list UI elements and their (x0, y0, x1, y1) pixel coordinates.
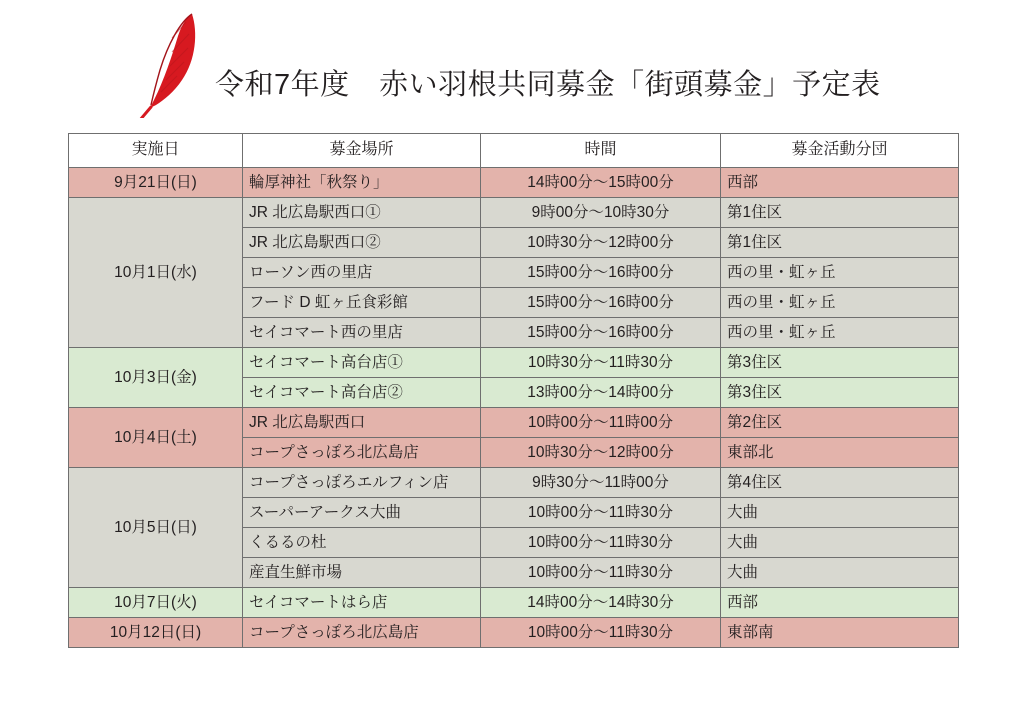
cell-place: くるるの杜 (243, 528, 481, 558)
cell-team: 西の里・虹ヶ丘 (721, 288, 959, 318)
table-row (69, 618, 959, 648)
cell-time: 15時00分〜16時00分 (481, 318, 721, 348)
cell-date: 10月5日(日) (69, 468, 243, 588)
cell-time: 13時00分〜14時00分 (481, 378, 721, 408)
cell-place: 輪厚神社「秋祭り」 (243, 168, 481, 198)
cell-date: 10月3日(金) (69, 348, 243, 408)
column-header-place: 募金場所 (243, 134, 481, 168)
schedule-table-body (69, 168, 959, 648)
column-header-time: 時間 (481, 134, 721, 168)
cell-place: セイコマート高台店① (243, 348, 481, 378)
table-row (69, 468, 959, 498)
cell-team: 大曲 (721, 528, 959, 558)
cell-time: 9時00分〜10時30分 (481, 198, 721, 228)
red-feather-icon (120, 8, 230, 118)
cell-place: JR 北広島駅西口① (243, 198, 481, 228)
cell-place: JR 北広島駅西口② (243, 228, 481, 258)
column-header-date: 実施日 (69, 134, 243, 168)
cell-place: スーパーアークス大曲 (243, 498, 481, 528)
cell-date: 10月4日(土) (69, 408, 243, 468)
cell-time: 10時00分〜11時00分 (481, 408, 721, 438)
table-row (69, 198, 959, 228)
cell-time: 9時30分〜11時00分 (481, 468, 721, 498)
cell-time: 15時00分〜16時00分 (481, 258, 721, 288)
cell-time: 10時00分〜11時30分 (481, 558, 721, 588)
cell-team: 西部 (721, 168, 959, 198)
cell-team: 西部 (721, 588, 959, 618)
cell-place: セイコマートはら店 (243, 588, 481, 618)
cell-time: 14時00分〜14時30分 (481, 588, 721, 618)
cell-team: 第4住区 (721, 468, 959, 498)
cell-team: 西の里・虹ヶ丘 (721, 318, 959, 348)
cell-date: 10月1日(水) (69, 198, 243, 348)
cell-place: コープさっぽろ北広島店 (243, 438, 481, 468)
page-title: 令和7年度 赤い羽根共同募金「街頭募金」予定表 (215, 69, 881, 101)
cell-team: 東部北 (721, 438, 959, 468)
cell-time: 10時00分〜11時30分 (481, 618, 721, 648)
cell-team: 大曲 (721, 558, 959, 588)
schedule-table-wrapper (68, 133, 958, 648)
cell-place: ローソン西の里店 (243, 258, 481, 288)
cell-place: セイコマート高台店② (243, 378, 481, 408)
schedule-table (68, 133, 959, 648)
cell-place: セイコマート西の里店 (243, 318, 481, 348)
cell-place: コープさっぽろ北広島店 (243, 618, 481, 648)
cell-team: 大曲 (721, 498, 959, 528)
column-header-team: 募金活動分団 (721, 134, 959, 168)
cell-team: 第1住区 (721, 228, 959, 258)
cell-team: 第1住区 (721, 198, 959, 228)
cell-time: 14時00分〜15時00分 (481, 168, 721, 198)
cell-team: 西の里・虹ヶ丘 (721, 258, 959, 288)
cell-team: 第3住区 (721, 378, 959, 408)
table-row (69, 348, 959, 378)
cell-time: 10時30分〜12時00分 (481, 228, 721, 258)
table-row (69, 588, 959, 618)
cell-time: 10時00分〜11時30分 (481, 528, 721, 558)
cell-place: 産直生鮮市場 (243, 558, 481, 588)
cell-date: 9月21日(日) (69, 168, 243, 198)
cell-date: 10月7日(火) (69, 588, 243, 618)
table-row (69, 168, 959, 198)
cell-place: フード D 虹ヶ丘食彩館 (243, 288, 481, 318)
cell-place: コープさっぽろエルフィン店 (243, 468, 481, 498)
table-header-row (69, 134, 959, 168)
cell-team: 第2住区 (721, 408, 959, 438)
cell-team: 東部南 (721, 618, 959, 648)
cell-time: 10時30分〜11時30分 (481, 348, 721, 378)
cell-date: 10月12日(日) (69, 618, 243, 648)
table-row (69, 408, 959, 438)
document-header (0, 0, 1024, 128)
cell-team: 第3住区 (721, 348, 959, 378)
cell-time: 10時00分〜11時30分 (481, 498, 721, 528)
cell-time: 15時00分〜16時00分 (481, 288, 721, 318)
cell-place: JR 北広島駅西口 (243, 408, 481, 438)
cell-time: 10時30分〜12時00分 (481, 438, 721, 468)
